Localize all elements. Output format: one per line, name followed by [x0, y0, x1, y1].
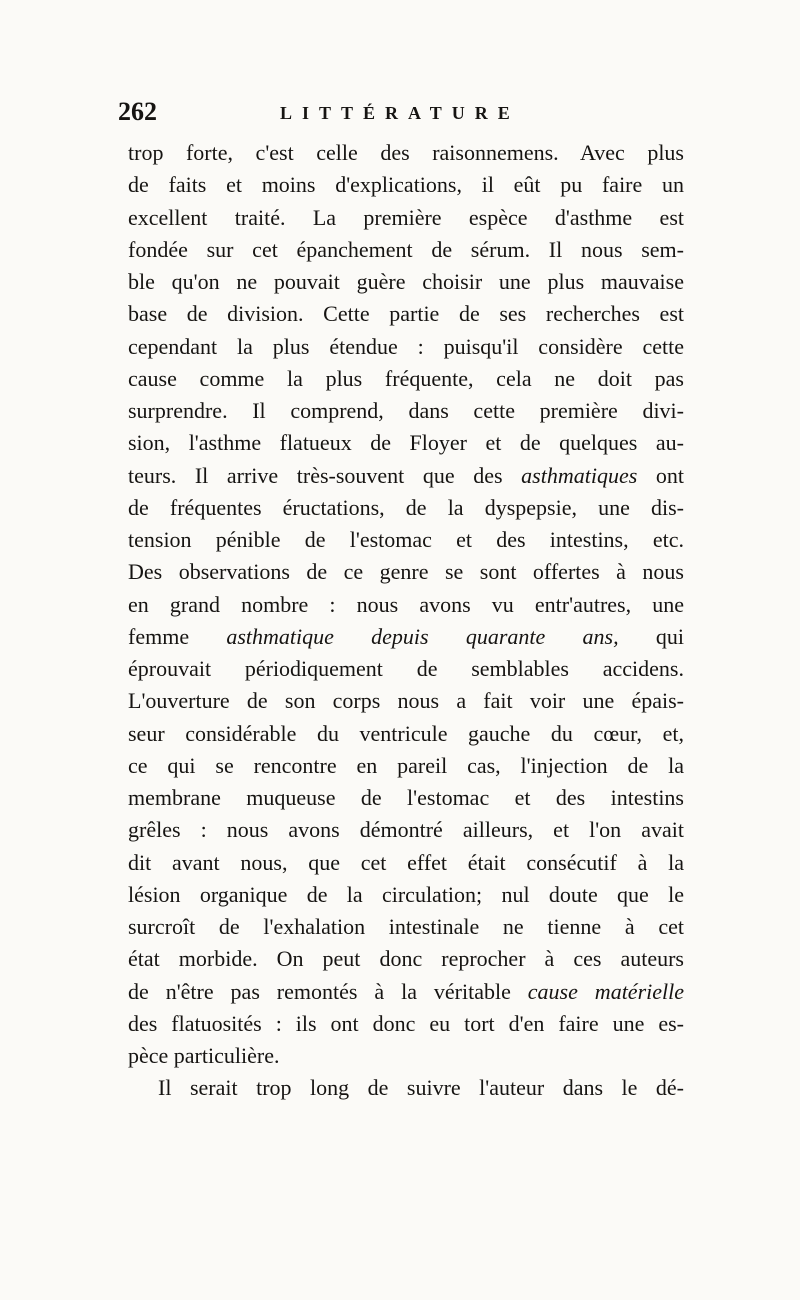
text-line-content: Il serait trop long de suivre l'auteur dans le dé-	[158, 1075, 684, 1101]
text-line-content: de faits et moins d'explications, il eût pu faire un	[128, 172, 684, 198]
italic-text: cause matérielle	[527, 978, 684, 1004]
text-line-content: lésion organique de la circulation; nul doute que le	[128, 881, 684, 907]
text-line	[128, 427, 684, 459]
text-line	[128, 395, 684, 427]
text-line	[128, 234, 684, 266]
text-line	[128, 976, 684, 1008]
text-line	[128, 460, 684, 492]
text-line	[128, 524, 684, 556]
text-line-content: en grand nombre : nous avons vu entr'autres, une	[128, 591, 684, 617]
text-line-content: surprendre. Il comprend, dans cette première divi-	[128, 398, 684, 423]
text-line	[128, 685, 684, 717]
text-line-content: trop forte, c'est celle des raisonnemens. Avec plus	[128, 140, 684, 165]
text-line-content: cependant la plus étendue : puisqu'il considère cette	[128, 333, 684, 359]
italic-text: asthmatiques	[521, 462, 638, 488]
page-number: 262	[118, 97, 157, 126]
text-line	[128, 1008, 684, 1040]
text-line-content: Des observations de ce genre se sont offertes à nous	[128, 559, 684, 585]
text-line	[128, 556, 684, 588]
text-line-content: ce qui se rencontre en pareil cas, l'injection de la	[128, 752, 684, 778]
text-line-content: teurs. Il arrive très-souvent que des	[128, 462, 522, 488]
text-line-content: tension pénible de l'estomac et des intestins, etc.	[128, 527, 684, 552]
text-line	[128, 298, 684, 330]
text-line-content: éprouvait périodiquement de semblables accidens.	[128, 656, 684, 681]
text-line-content: état morbide. On peut donc reprocher à ces auteurs	[128, 946, 684, 972]
text-line	[128, 492, 684, 524]
text-line-content: de n'être pas remontés à la véritable	[128, 978, 528, 1004]
text-line	[128, 363, 684, 395]
text-line-content: surcroît de l'exhalation intestinale ne tienne à cet	[128, 914, 684, 939]
text-line-content: ble qu'on ne pouvait guère choisir une plus mauvaise	[128, 269, 684, 294]
text-line-content: des flatuosités : ils ont donc eu tort d'en faire une es-	[128, 1010, 684, 1036]
text-line-content: de fréquentes éructations, de la dyspepsie, une dis-	[128, 494, 684, 520]
text-line-content: excellent traité. La première espèce d'asthme est	[128, 204, 684, 230]
text-line	[128, 1040, 684, 1072]
text-line-content: grêles : nous avons démontré ailleurs, et l'on avait	[128, 817, 684, 843]
text-line	[128, 202, 684, 234]
text-line	[128, 266, 684, 298]
text-line-content: femme	[128, 623, 227, 649]
text-line	[128, 653, 684, 685]
text-line-content: seur considérable du ventricule gauche du cœur, et,	[128, 720, 684, 746]
text-line	[128, 137, 684, 169]
text-line-content: dit avant nous, que cet effet était consécutif à la	[128, 849, 684, 875]
text-line	[128, 169, 684, 201]
text-line	[128, 718, 684, 750]
text-line	[128, 331, 684, 363]
text-line-content: ont	[637, 462, 684, 488]
text-line	[128, 847, 684, 879]
text-line-content: sion, l'asthme flatueux de Floyer et de quelques au-	[128, 430, 684, 456]
text-line	[128, 750, 684, 782]
text-line-content: cause comme la plus fréquente, cela ne doit pas	[128, 365, 684, 391]
text-line	[128, 621, 684, 653]
text-line-content: base de division. Cette partie de ses recherches est	[128, 301, 684, 327]
text-line-content: membrane muqueuse de l'estomac et des intestins	[128, 785, 684, 810]
text-line	[128, 589, 684, 621]
body-text	[128, 137, 684, 1105]
text-line	[128, 1072, 684, 1104]
text-line-content: pèce particulière.	[128, 1043, 280, 1068]
text-line	[128, 782, 684, 814]
text-line	[128, 911, 684, 943]
text-line-content: L'ouverture de son corps nous a fait voir une épais-	[128, 688, 684, 714]
page-header	[118, 94, 678, 130]
text-line	[128, 814, 684, 846]
text-line-content: fondée sur cet épanchement de sérum. Il nous sem-	[128, 236, 684, 262]
text-line-content: qui	[618, 623, 684, 649]
text-line	[128, 943, 684, 975]
running-title: LITTÉRATURE	[280, 103, 520, 123]
italic-text: asthmatique depuis quarante ans,	[226, 623, 619, 649]
text-line	[128, 879, 684, 911]
